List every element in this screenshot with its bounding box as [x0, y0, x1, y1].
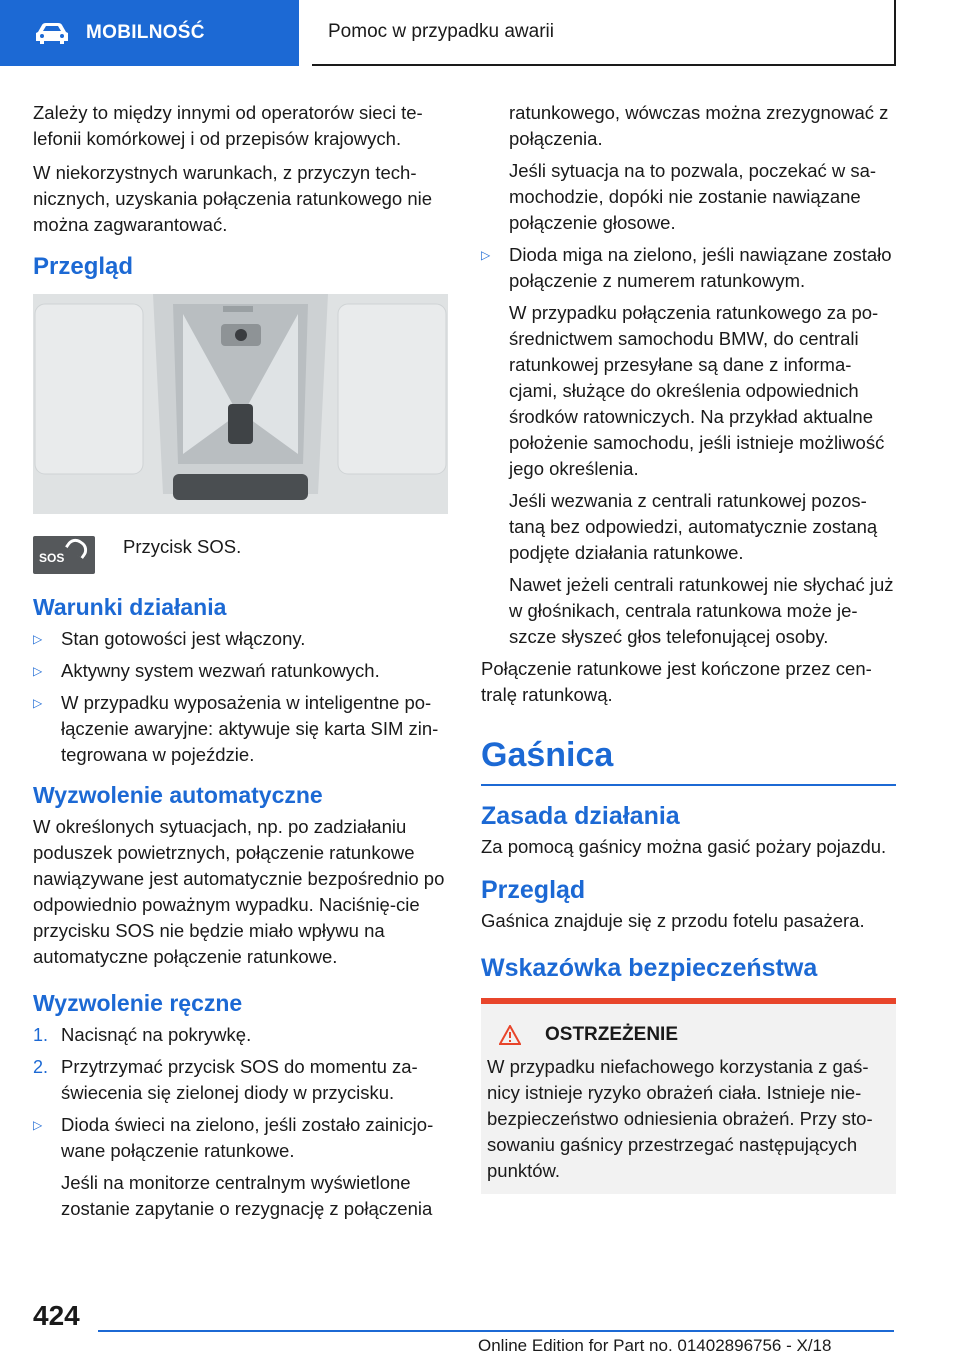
footer-divider	[98, 1330, 894, 1332]
paragraph: W niekorzystnych warunkach, z przyczyn tech-nicznych, uzyskania połączenia ratunkowego nie można zagwarantować.	[33, 162, 433, 235]
triangle-bullet-icon: ▷	[33, 1118, 43, 1132]
paragraph: Gaśnica znajduje się z przodu fotelu pasażera.	[481, 910, 865, 931]
warning-triangle-icon	[499, 1025, 521, 1045]
warning-text: W przypadku niefachowego korzystania z gaś-nicy istnieje ryzyko obrażeń ciała. Istnieje nie-bezpieczeństwo odniesienia obrażeń. Przy sto-sowaniu gaśnicy przestrzegać następujących punktów.	[487, 1056, 873, 1181]
chapter-tab[interactable]	[312, 0, 896, 66]
warning-label: OSTRZEŻENIE	[545, 1024, 679, 1045]
paragraph: Nawet jeżeli centrali ratunkowej nie słychać już w głośnikach, centrala ratunkowa może je-szcze słyszeć głos telefonującej osoby.	[509, 574, 894, 647]
edition-note: Online Edition for Part no. 01402896756 - X/18	[478, 1336, 832, 1355]
list-item: ▷ Dioda świeci na zielono, jeśli zostało zainicjo-wane połączenie ratunkowe.	[33, 1112, 448, 1164]
list-item: ▷ Stan gotowości jest włączony.	[33, 626, 448, 652]
paragraph: Jeśli na monitorze centralnym wyświetlone zostanie zapytanie o rezygnację z połączenia	[61, 1172, 433, 1219]
paragraph: Połączenie ratunkowe jest kończone przez cen-tralę ratunkową.	[481, 658, 872, 705]
heading-principle: Zasada działania	[481, 802, 680, 830]
overhead-console-photo	[33, 294, 448, 514]
list-item: ▷ Dioda miga na zielono, jeśli nawiązane zostało połączenie z numerem ratunkowym.	[481, 242, 896, 294]
left-column	[33, 100, 448, 1228]
triangle-bullet-icon: ▷	[33, 696, 43, 710]
warning-box	[481, 998, 896, 1194]
car-icon	[34, 21, 70, 45]
heading-overview: Przegląd	[33, 253, 134, 280]
heading-overview-2: Przegląd	[481, 876, 586, 904]
sos-button-icon: SOS	[33, 536, 95, 574]
heading-safety: Wskazówka bezpieczeństwa	[481, 954, 818, 982]
heading-manual-trigger: Wyzwolenie ręczne	[33, 990, 243, 1016]
section-label: MOBILNOŚĆ	[86, 22, 205, 43]
paragraph: Jeśli sytuacja na to pozwala, poczekać w sa-mochodzie, dopóki nie zostanie nawiązane połączenie głosowe.	[509, 160, 877, 233]
right-column	[481, 100, 896, 1194]
list-item: ▷ W przypadku wyposażenia w inteligentne po-łączenie awaryjne: aktywuje się karta SIM zin-tegrowana w pojeździe.	[33, 690, 448, 768]
heading-conditions: Warunki działania	[33, 594, 227, 620]
page-number: 424	[33, 1300, 80, 1331]
sos-legend	[33, 532, 448, 574]
paragraph: W przypadku połączenia ratunkowego za po-średnictwem samochodu BMW, do centrali ratunkowej przesyłane są dane z informa-cjami, służące do określenia odpowiednich środków ratowniczych. Na przykład aktualne położenie samochodu, jeśli istnieje możliwość jego określenia.	[509, 302, 885, 479]
paragraph: Jeśli wezwania z centrali ratunkowej pozos-taną bez odpowiedzi, automatycznie zostaną podjęte działania ratunkowe.	[509, 490, 878, 563]
step-item: 2. Przytrzymać przycisk SOS do momentu za-świecenia się zielonej diody w przycisku.	[33, 1056, 418, 1103]
paragraph: Za pomocą gaśnicy można gasić pożary pojazdu.	[481, 836, 887, 857]
list-item: ▷ Aktywny system wezwań ratunkowych.	[33, 658, 448, 684]
sos-caption: Przycisk SOS.	[123, 536, 242, 557]
triangle-bullet-icon: ▷	[33, 664, 43, 678]
triangle-bullet-icon: ▷	[33, 632, 43, 646]
triangle-bullet-icon: ▷	[481, 248, 491, 262]
page-header	[0, 0, 960, 66]
step-item: 1. Nacisnąć na pokrywkę.	[33, 1024, 252, 1045]
paragraph: ratunkowego, wówczas można zrezygnować z połączenia.	[509, 102, 889, 149]
paragraph: Zależy to między innymi od operatorów sieci te-lefonii komórkowej i od przepisów krajowych.	[33, 102, 423, 149]
chapter-label: Pomoc w przypadku awarii	[328, 21, 554, 42]
heading-auto-trigger: Wyzwolenie automatyczne	[33, 782, 323, 808]
paragraph: W określonych sytuacjach, np. po zadziałaniu poduszek powietrznych, połączenie ratunkowe nawiązywane jest automatycznie bezpośrednio po odpowiednio poważnym wypadku. Naciśnię-cie przycisku SOS nie będzie miało wpływu na automatyczne połączenie ratunkowe.	[33, 816, 445, 967]
warning-header	[499, 1022, 884, 1048]
heading-extinguisher: Gaśnica	[481, 734, 896, 786]
section-tab-mobility[interactable]	[0, 0, 299, 66]
